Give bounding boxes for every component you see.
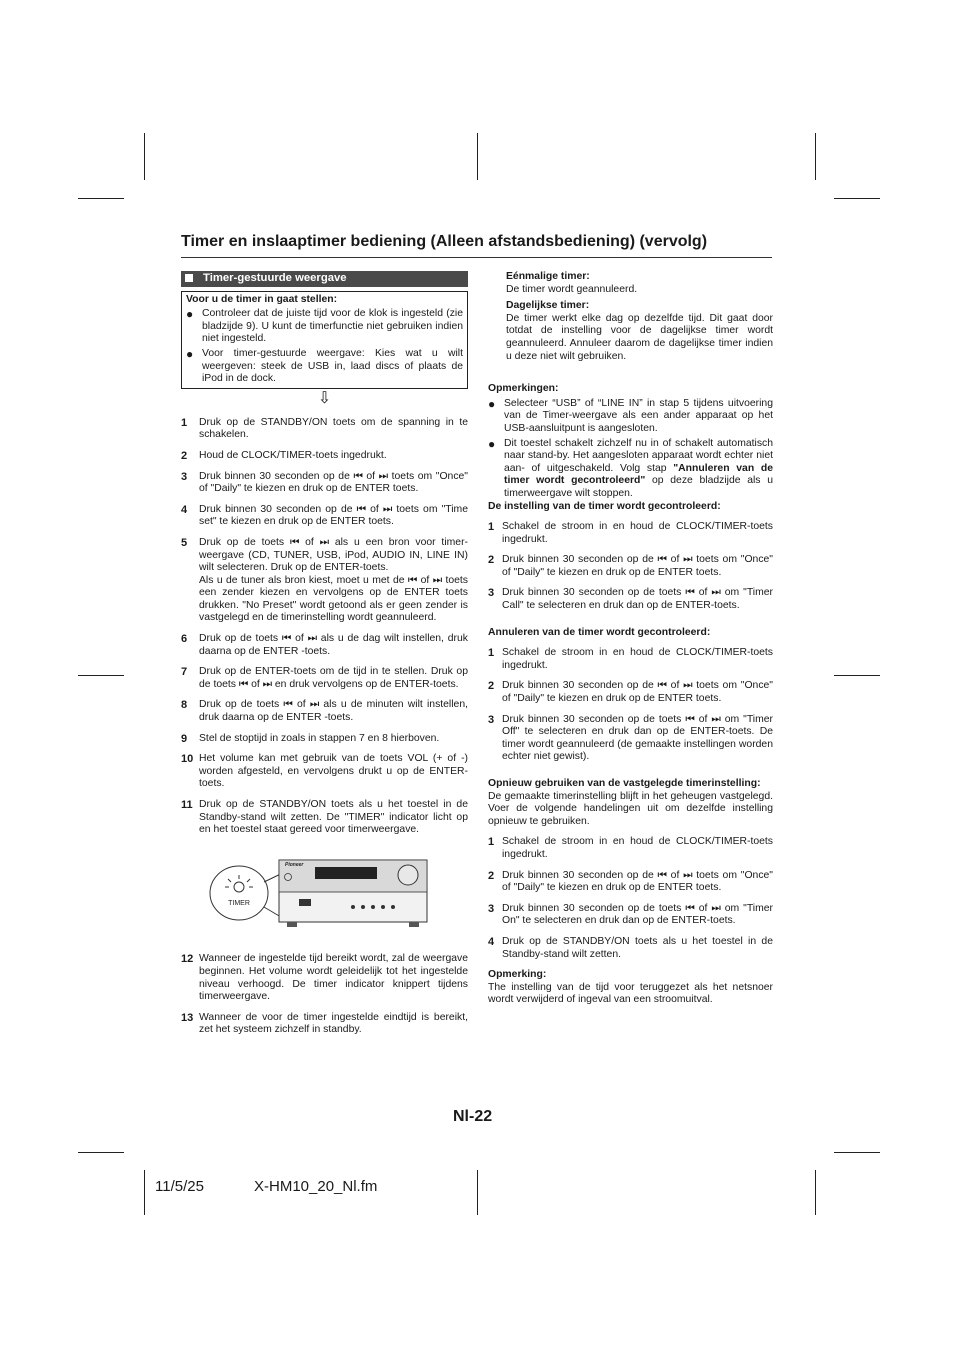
step-number: 2 — [488, 680, 495, 693]
step-number: 6 — [181, 633, 188, 646]
reuse-heading: Opnieuw gebruiken van de vastgelegde timerinstelling: — [488, 778, 761, 789]
daily-timer-title: Dagelijkse timer: — [506, 300, 590, 312]
bullet-icon: ● — [186, 307, 194, 322]
step-number: 2 — [488, 554, 495, 567]
crop-mark — [144, 133, 145, 180]
right-column — [488, 271, 773, 1007]
step-text: Druk binnen 30 seconden op de toets ⏮ of ⏭ om "Timer On" te selecteren en druk dan op de ENTER-toets. — [502, 902, 773, 927]
step-text: Als u de tuner als bron kiest, moet u met de ⏮ of ⏭ toets een zender kiezen en vervolgens op de ENTER toets drukken. "No Preset" wordt getoond als er geen zender is vastgelegd en de timerinstelling wordt geannuleerd. — [199, 574, 468, 624]
step-number: 8 — [181, 699, 188, 712]
step-item — [181, 633, 468, 658]
step-text: Druk binnen 30 seconden op de ⏮ of ⏭ toets om "Once" of "Daily" te kiezen en druk op de ENTER toets. — [502, 554, 773, 578]
step-text: Druk binnen 30 seconden op de ⏮ of ⏭ toets om "Once" of "Daily" te kiezen en druk op de ENTER toets. — [502, 680, 773, 705]
crop-mark — [78, 675, 124, 676]
remarks-title: Opmerkingen: — [488, 383, 559, 395]
page-title: Timer en inslaaptimer bediening (Alleen afstandsbediening) (vervolg) — [181, 233, 708, 250]
crop-mark — [815, 1170, 816, 1215]
step-text: Houd de CLOCK/TIMER-toets ingedrukt. — [199, 449, 387, 461]
step-number: 3 — [488, 587, 495, 600]
step-number: 5 — [181, 536, 188, 549]
section-heading-text: Timer-gestuurde weergave — [203, 272, 347, 284]
usb-port-icon — [299, 899, 311, 906]
step-number: 9 — [181, 732, 188, 745]
bullet-icon: ● — [488, 396, 496, 411]
step-text: Schakel de stroom in en houd de CLOCK/TIMER-toets ingedrukt. — [502, 647, 773, 671]
remark-text: Selecteer “USB” of “LINE IN” in stap 5 tijdens uitvoering van de Timer-weergave als een ander apparaat op het USB-aansluitpunt is aangesloten. — [504, 397, 773, 434]
step-text: Druk binnen 30 seconden op de ⏮ of ⏭ toets om "Once" of "Daily" te kiezen en druk op de ENTER toets. — [199, 470, 468, 495]
once-timer-title: Eénmalige timer: — [506, 271, 590, 282]
crop-mark — [815, 133, 816, 180]
step-number: 11 — [181, 799, 193, 811]
step-number: 4 — [181, 503, 188, 516]
remark-text: Dit toestel schakelt zichzelf nu in of schakelt automatisch naar stand-by. Het aangesloten apparaat wordt echter niet aan- of uitgeschakeld. Volg stap — [504, 437, 773, 474]
step-item — [181, 471, 468, 496]
step-number: 2 — [488, 869, 495, 882]
step-text: Wanneer de ingestelde tijd bereikt wordt, zal de weergave beginnen. Het volume wordt geleidelijk tot het ingestelde niveau verhoogd. De timer indicator knippert tijdens timerweergave. — [199, 953, 468, 1003]
daily-timer-text: De timer werkt elke dag op dezelfde tijd. Dit gaat door totdat de instelling voor de dagelijkse timer wordt geannuleerd. Annuleer daarom de dagelijkse timer indien u deze niet wilt gebruiken. — [506, 312, 773, 362]
step-text: Schakel de stroom in en houd de CLOCK/TIMER-toets ingedrukt. — [502, 521, 773, 545]
step-number: 1 — [488, 521, 495, 534]
crop-mark — [477, 133, 478, 180]
left-column — [181, 271, 468, 1045]
bullet-icon: ● — [186, 346, 194, 361]
step-item — [181, 666, 468, 691]
step-item — [488, 903, 773, 928]
page-number: Nl-22 — [453, 1108, 493, 1125]
step-item — [488, 714, 773, 764]
check-heading: De instelling van de timer wordt gecontroleerd: — [488, 500, 721, 512]
bullet-text: Voor timer-gestuurde weergave: Kies wat u wilt weergeven: steek de USB in, laad discs of plaats de iPod in de dock. — [202, 347, 463, 385]
square-bullet-icon — [185, 274, 193, 282]
crop-mark — [144, 1170, 145, 1215]
volume-knob-icon — [398, 865, 418, 885]
step-number: 2 — [181, 449, 188, 462]
step-item — [488, 554, 773, 579]
step-text: Druk op de STANDBY/ON toets om de spanning in te schakelen. — [199, 416, 468, 441]
step-item — [181, 1012, 468, 1037]
step-item — [181, 699, 468, 724]
crop-mark — [78, 198, 124, 199]
crop-mark — [477, 1170, 478, 1215]
step-number: 3 — [488, 902, 495, 915]
bullet-text: Controleer dat de juiste tijd voor de klok is ingesteld (zie bladzijde 9). U kunt de timerfunctie niet gebruiken indien niet ingesteld. — [202, 308, 463, 345]
step-number: 13 — [181, 1011, 194, 1024]
step-item — [488, 587, 773, 612]
step-number: 1 — [488, 647, 495, 660]
step-number: 12 — [181, 953, 194, 966]
step-item — [181, 417, 468, 442]
reuse-text: De gemaakte timerinstelling blijft in het geheugen vastgelegd. Voer de volgende handelingen uit om dezelfde instelling opnieuw te gebruiken. — [488, 790, 773, 827]
step-number: 3 — [488, 713, 495, 726]
list-item — [488, 398, 773, 436]
remark-text: op deze bladzijde als u timerweergave wilt stoppen. — [504, 475, 773, 499]
crop-mark — [78, 1152, 124, 1153]
remark-reference: "Annuleren van de timer wordt gecontroleerd" — [504, 462, 773, 487]
step-item — [181, 799, 468, 837]
step-number: 10 — [181, 753, 194, 766]
step-number: 4 — [488, 935, 495, 948]
step-item — [488, 521, 773, 546]
crop-mark — [834, 1152, 880, 1153]
step-text: Druk op de toets ⏮ of ⏭ als u de minuten wilt instellen, druk daarna op de ENTER -toets. — [199, 699, 468, 724]
step-item — [181, 953, 468, 1003]
step-text: Druk op de STANDBY/ON toets als u het toestel in de Standby-stand wilt zetten. De "TIMER" indicator licht op en het toestel staat gereed voor timerweergave. — [199, 799, 468, 836]
step-number: 1 — [181, 416, 188, 429]
step-number: 1 — [488, 836, 495, 849]
step-text: Druk binnen 30 seconden op de ⏮ of ⏭ toets om "Once" of "Daily" te kiezen en druk op de ENTER toets. — [502, 869, 773, 894]
step-item — [488, 836, 773, 861]
brand-logo: Pioneer — [285, 861, 304, 868]
step-text: Druk op de STANDBY/ON toets als u het toestel in de Standby-stand wilt zetten. — [502, 935, 773, 960]
crop-mark — [834, 675, 880, 676]
section-heading — [181, 271, 468, 287]
list-item — [488, 438, 773, 501]
footer-filename: X-HM10_20_Nl.fm — [254, 1178, 378, 1195]
step-item — [181, 733, 468, 746]
device-display — [315, 867, 377, 879]
footer-date: 11/5/25 — [155, 1178, 204, 1195]
note-text: The instelling van de tijd voor teruggezet als het netsnoer wordt verwijderd of ingeval van een stroomuitval. — [488, 981, 773, 1006]
timer-indicator-label: TIMER — [228, 899, 250, 907]
down-arrow-icon: ⇩ — [317, 389, 332, 407]
step-text: Het volume kan met gebruik van de toets VOL (+ of -) worden afgesteld, en vervolgens drukt u op de ENTER-toets. — [199, 753, 468, 790]
step-text: Druk op de toets ⏮ of ⏭ als u een bron voor timer-weergave (CD, TUNER, USB, iPod, AUDIO IN, LINE IN) wilt selecteren. Druk op de ENTER-toets. — [199, 536, 468, 574]
step-item — [181, 450, 468, 463]
step-item — [488, 870, 773, 895]
box-title: Voor u de timer in gaat stellen: — [186, 293, 338, 305]
step-text: Druk binnen 30 seconden op de toets ⏮ of ⏭ om "Timer Off" te selecteren en druk dan op de ENTER-toets. De timer wordt geannuleerd (de gemaakte instellingen worden echter niet gewist). — [502, 713, 773, 763]
device-illustration — [209, 855, 439, 935]
step-number: 3 — [181, 470, 188, 483]
step-text: Schakel de stroom in en houd de CLOCK/TIMER-toets ingedrukt. — [502, 836, 773, 860]
note-title: Opmerking: — [488, 969, 547, 981]
title-rule — [181, 257, 772, 258]
step-number: 7 — [181, 666, 188, 679]
once-timer-text: De timer wordt geannuleerd. — [506, 283, 638, 295]
list-item — [186, 308, 463, 346]
list-item — [186, 348, 463, 386]
step-text: Druk binnen 30 seconden op de ⏮ of ⏭ toets om "Time set" te kiezen en druk op de ENTER toets. — [199, 503, 468, 528]
step-item — [181, 537, 468, 625]
step-text: Druk binnen 30 seconden op de toets ⏮ of ⏭ om "Timer Call" te selecteren en druk dan op de ENTER-toets. — [502, 587, 773, 612]
cancel-heading: Annuleren van de timer wordt gecontroleerd: — [488, 626, 711, 638]
crop-mark — [834, 198, 880, 199]
step-item — [488, 936, 773, 961]
step-text: Druk op de toets ⏮ of ⏭ als u de dag wilt instellen, druk daarna op de ENTER -toets. — [199, 633, 468, 657]
step-item — [181, 753, 468, 791]
step-item — [488, 647, 773, 672]
bullet-icon: ● — [488, 436, 496, 451]
step-item — [488, 680, 773, 705]
step-text: Stel de stoptijd in zoals in stappen 7 en 8 hierboven. — [199, 732, 440, 744]
step-text: Druk op de ENTER-toets om de tijd in te stellen. Druk op de toets ⏮ of ⏭ en druk vervolgens op de ENTER-toets. — [199, 666, 468, 690]
step-item — [181, 504, 468, 529]
prerequisite-box — [181, 291, 468, 389]
step-text: Wanneer de voor de timer ingestelde eindtijd is bereikt, zet het systeem zichzelf in standby. — [199, 1011, 468, 1036]
